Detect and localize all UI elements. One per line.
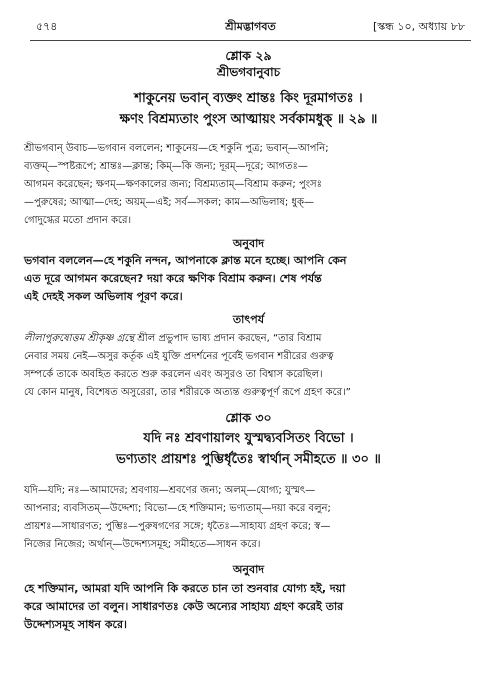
verse-29-heading: শ্লোক ২৯: [225, 48, 272, 63]
purport-line-text: শ্রীল প্রভুপাদ ভাষ্য প্রদান করছেন, “তার বিশ্রাম: [134, 333, 322, 344]
synonym-line: যদি—যদি; নঃ—আমাদের; শ্রবণায়—শ্রবণের জন্য; অলম্—যোগ্য; যুস্মৎ—: [24, 485, 316, 496]
running-header: [36, 18, 465, 34]
translation-line: ভগবান বললেন—হে শকুনি নন্দন, আপনাকে ক্লান্ত মনে হচ্ছে। আপনি কেন: [24, 254, 347, 267]
translation-line: হে শক্তিমান, আমরা যদি আপনি কি করতে চান তা শুনবার যোগ্য হই, দয়া: [24, 582, 346, 595]
verse-30-heading-block: [24, 410, 473, 426]
verse-29-synonyms: [24, 140, 473, 230]
book-reference: লীলাপুরুষোত্তম শ্রীকৃষ্ণ গ্রন্থে: [24, 333, 135, 344]
translation-heading: অনুবাদ: [232, 563, 265, 576]
verse-29-sanskrit: [24, 88, 473, 130]
purport-heading: তাৎপর্য: [232, 313, 265, 326]
synonym-line: নিজের নিজের; অর্থান্—উদ্দেশ্যসমূহ; সমীহতে—সাধন করে।: [24, 539, 261, 550]
translation-heading: অনুবাদ: [232, 237, 265, 250]
translation-line: এত দূরে আগমন করেছেন? দয়া করে ক্ষণিক বিশ্রাম করুন। শেষ পর্যন্ত: [24, 272, 322, 285]
verse-30-sanskrit: [24, 428, 473, 470]
synonym-line: —পুরুষের; আত্মা—দেহ; অয়ম্—এই; সর্ব—সকল; কাম—অভিলাষ; ধুক্—: [24, 197, 315, 208]
synonym-line: গোদুগ্ধের মতো প্রদান করে।: [24, 215, 132, 226]
translation-line: উদ্দেশ্যসমূহ সাধন করে।: [24, 618, 127, 631]
verse-29-translation-heading-block: [24, 236, 473, 252]
synonym-line: আপনার; ব্যবসিতম্—উদ্দেশ্য; বিভো—হে শক্তিমান; ভণ্যতাম্—দয়া করে বলুন;: [24, 503, 331, 514]
verse-30-heading: শ্লোক ৩০: [225, 410, 272, 425]
verse-line: ভণ্যতাং প্রায়শঃ পুম্ভির্ধৃতৈঃ স্বার্থান্ সমীহতে ॥ ৩০ ॥: [116, 452, 381, 467]
verse-line: শাকুনেয় ভবান্ ব্যক্তং শ্রান্তঃ কিং দূরমাগতঃ ।: [134, 91, 363, 106]
synonym-line: ব্যক্তম্—স্পষ্টরূপে; শ্রান্তঃ—ক্লান্ত; কিম্—কি জন্য; দূরম্—দূরে; আগতঃ—: [24, 161, 308, 172]
synonym-line: প্রায়শঃ—সাধারণত; পুম্ভিঃ—পুরুষগণের সঙ্গে; ধৃতৈঃ—সাহায্য গ্রহণ করে; স্ব—: [24, 521, 331, 532]
synonym-line: আগমন করেছেন; ক্ষণম্—ক্ষণকালের জন্য; বিশ্রম্যতাম্—বিশ্রাম করুন; পুংসঃ: [24, 179, 322, 190]
purport-line: সম্পর্কে তাকে অবহিত করতে শুরু করলেন এবং অসুরও তা বিশ্বাস করেছিল।: [24, 369, 323, 380]
purport-line: নেবার সময় নেই—অসুর কর্তৃক এই যুক্তি প্রদর্শনের পূর্বেই ভগবান শরীরের গুরুত্ব: [24, 351, 334, 362]
synonym-line: শ্রীভগবান্ উবাচ—ভগবান বললেন; শাকুনেয়—হে শকুনি পুত্র; ভবান্—আপনি;: [24, 143, 329, 154]
verse-30-translation-heading-block: [24, 562, 473, 578]
verse-30-translation: [24, 580, 473, 634]
header-rule: [30, 40, 471, 41]
purport-line: যে কোন মানুষ, বিশেষত অসুরেরা, তার শরীরকে অত্যন্ত গুরুত্বপূর্ণ রূপে গ্রহণ করে।”: [24, 387, 351, 398]
page-number: ৫৭৪: [36, 20, 58, 33]
verse-29-heading-block: [24, 48, 473, 80]
verse-line: ক্ষণং বিশ্রম্যতাং পুংস আত্মায়ং সর্বকামধুক্ ॥ ২৯ ॥: [119, 112, 378, 127]
purport-line: [24, 330, 473, 348]
verse-30-synonyms: [24, 482, 473, 554]
section-reference: [স্কন্ধ ১০, অধ্যায় ৮৮: [372, 20, 465, 33]
book-title: শ্রীমদ্ভাগবত: [225, 20, 276, 33]
verse-29-purport: [24, 330, 473, 402]
verse-29-purport-heading-block: [24, 312, 473, 328]
verse-29-translation: [24, 252, 473, 306]
translation-line: করে আমাদের তা বলুন। সাধারণতঃ কেউ অন্যের সাহায্য গ্রহণ করেই তার: [24, 600, 344, 613]
verse-29-speaker: শ্রীভগবানুবাচ: [216, 65, 281, 79]
translation-line: এই দেহই সকল অভিলাষ পূরণ করে।: [24, 290, 183, 303]
verse-line: যদি নঃ শ্রবণায়ালং যুস্মদ্ব্যবসিতং বিভো ।: [143, 431, 354, 446]
